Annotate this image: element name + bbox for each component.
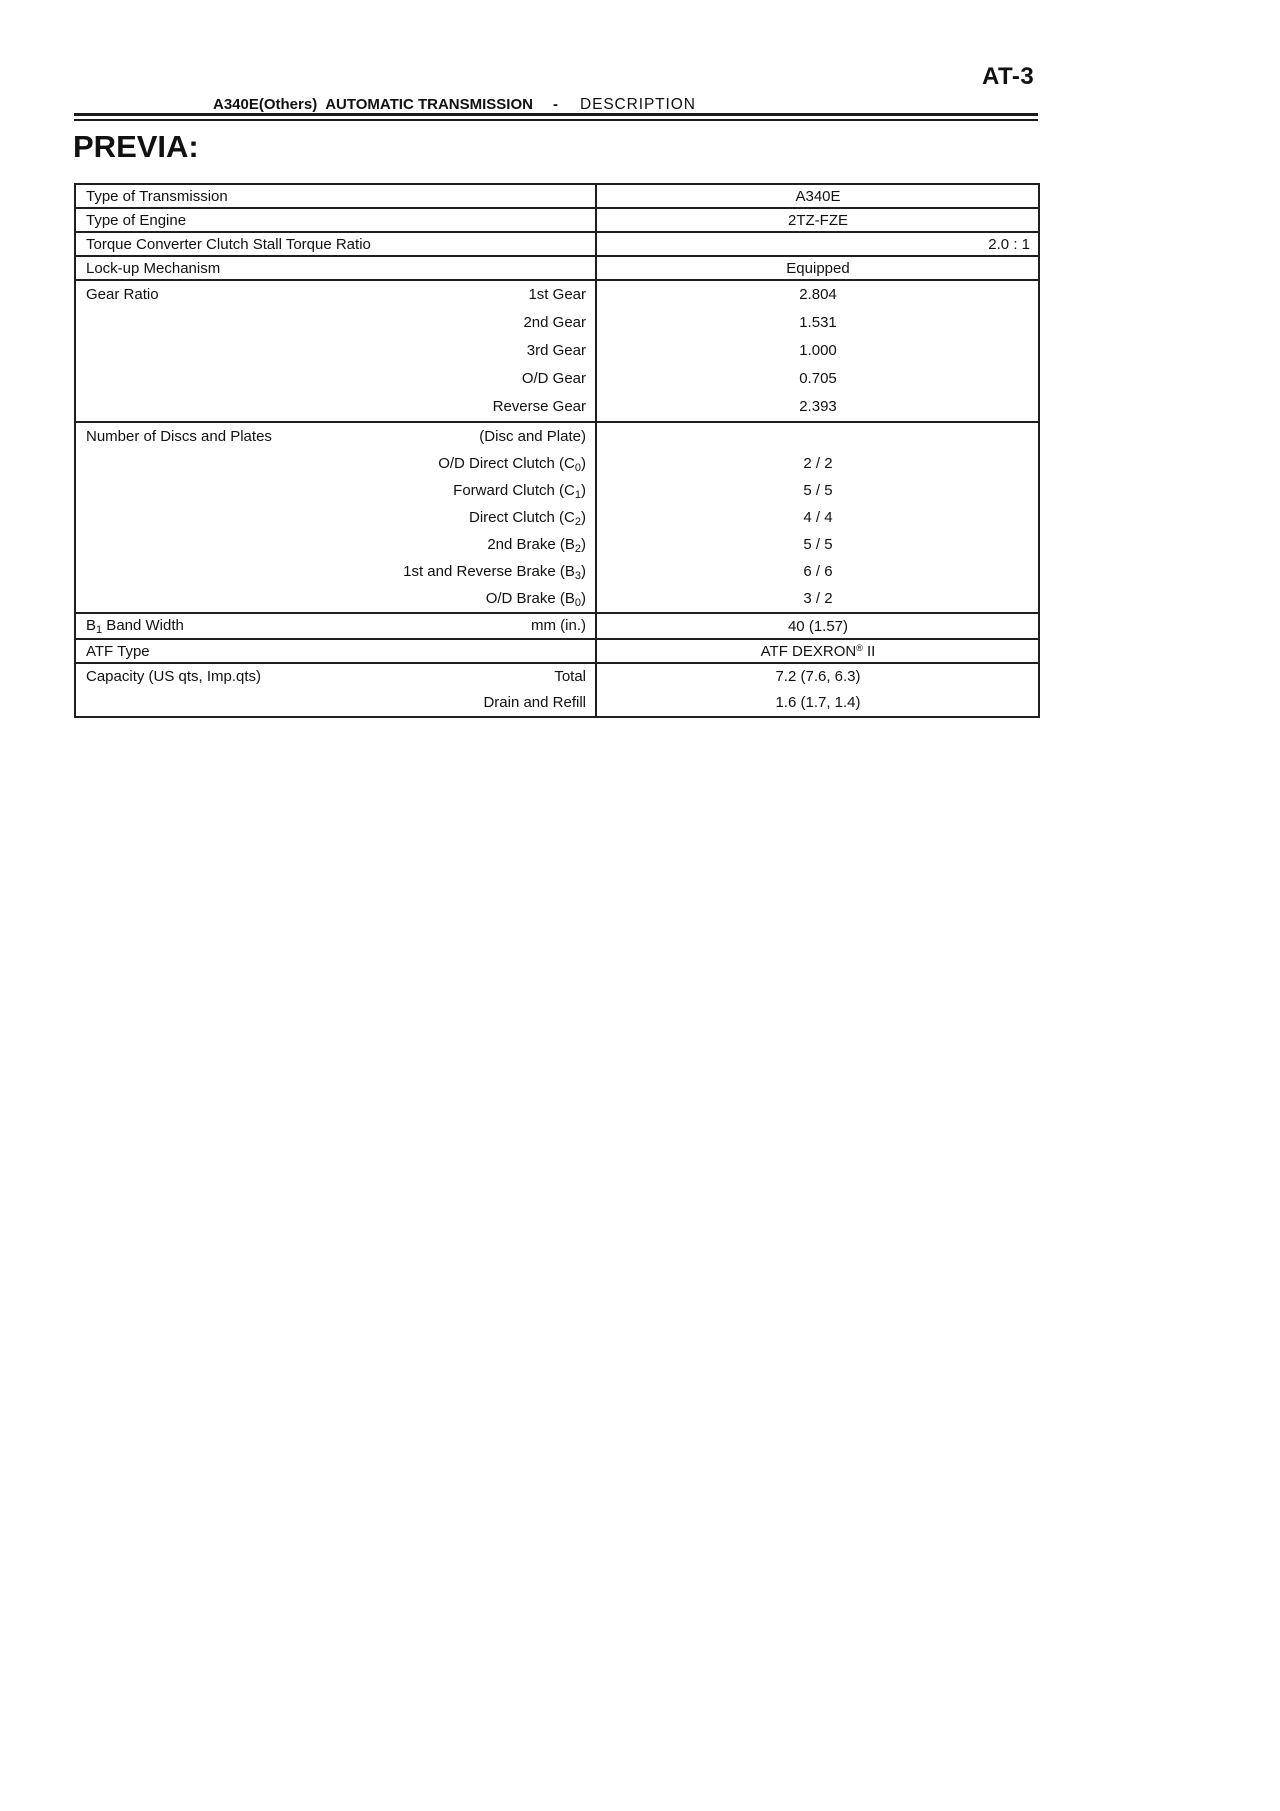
row-value: 2.804 — [799, 286, 837, 303]
page-title: PREVIA: — [73, 129, 199, 164]
row-label: Type of Engine — [75, 208, 596, 232]
header-section: AUTOMATIC TRANSMISSION — [325, 96, 533, 113]
row-value: 2.393 — [799, 398, 837, 415]
row-value: 0.705 — [799, 370, 837, 387]
subscript: 2 — [574, 516, 581, 528]
row-label: Type of Transmission — [75, 184, 596, 208]
row-label: ATF Type — [75, 639, 596, 663]
sub-label: 3rd Gear — [526, 342, 586, 359]
table-row-discs-plates — [75, 422, 1039, 613]
header-separator: - — [552, 96, 558, 113]
row-value: 4 / 4 — [803, 509, 833, 526]
table-row-capacity — [75, 663, 1039, 717]
sub-label: Total — [554, 668, 586, 685]
running-header — [213, 96, 696, 114]
table-row-lockup — [75, 256, 1039, 280]
row-value: 1.6 (1.7, 1.4) — [775, 694, 861, 711]
row-value: 2.0 : 1 — [596, 232, 1039, 256]
row-label: Gear Ratio — [86, 286, 159, 303]
page-number: AT-3 — [982, 63, 1035, 90]
sub-label: O/D Gear — [521, 370, 586, 387]
gear-ratio-values — [596, 280, 1039, 422]
sub-label: Reverse Gear — [492, 398, 586, 415]
row-label: Number of Discs and Plates — [86, 428, 272, 445]
table-row-engine — [75, 208, 1039, 232]
row-value: 2TZ-FZE — [596, 208, 1039, 232]
row-label: Lock-up Mechanism — [75, 256, 596, 280]
subscript: 0 — [574, 462, 581, 474]
spec-table — [74, 183, 1040, 718]
row-label: Capacity (US qts, Imp.qts) — [86, 668, 262, 685]
sub-label: 2nd Gear — [523, 314, 586, 331]
row-value: 7.2 (7.6, 6.3) — [775, 668, 861, 685]
gear-ratio-labels — [75, 280, 596, 422]
row-value: 5 / 5 — [803, 482, 833, 499]
discs-plates-labels — [75, 422, 596, 613]
row-value: 6 / 6 — [803, 563, 833, 580]
sub-label: O/D Direct Clutch $(C_0)$ — [438, 455, 586, 474]
row-value: 40 (1.57) — [596, 613, 1039, 639]
row-label: Torque Converter Clutch Stall Torque Ratio — [75, 232, 596, 256]
sub-label: 2nd Brake $(B_2)$ — [487, 536, 586, 555]
capacity-values — [596, 663, 1039, 717]
sub-label: Direct Clutch $(C_2)$ — [469, 509, 586, 528]
sub-label: O/D Brake $(B_0)$ — [485, 590, 586, 609]
table-row-band-width — [75, 613, 1039, 639]
row-value: ATF DEXRON® II — [596, 639, 1039, 663]
capacity-labels — [75, 663, 596, 717]
sub-label: 1st Gear — [528, 286, 586, 303]
row-value: 2 / 2 — [803, 455, 833, 472]
table-row-stall-torque-ratio — [75, 232, 1039, 256]
row-value: 1.000 — [799, 342, 837, 359]
discs-plates-line — [86, 423, 586, 450]
subscript: 3 — [574, 570, 581, 582]
gear-ratio-line — [86, 281, 586, 309]
subscript: 2 — [574, 543, 581, 555]
sub-label: Forward Clutch $(C_1)$ — [453, 482, 586, 501]
table-row-gear-ratio — [75, 280, 1039, 422]
registered-mark: ® — [856, 642, 863, 653]
header-subsection: DESCRIPTION — [579, 96, 696, 113]
band-width-label — [75, 613, 596, 639]
row-value: 5 / 5 — [803, 536, 833, 553]
subscript: 1 — [96, 623, 103, 636]
row-value: A340E — [596, 184, 1039, 208]
row-label: $B_1$ Band Width — [86, 616, 184, 636]
sub-label: Drain and Refill — [483, 694, 586, 711]
discs-plates-values — [596, 422, 1039, 613]
table-row-atf-type — [75, 639, 1039, 663]
row-value: 3 / 2 — [803, 590, 833, 607]
subscript: 0 — [574, 597, 581, 609]
sub-label: (Disc and Plate) — [479, 428, 586, 445]
row-value: Equipped — [596, 256, 1039, 280]
table-row-transmission — [75, 184, 1039, 208]
header-model: A340E(Others) — [213, 96, 318, 113]
header-rule — [74, 113, 1038, 121]
unit-label: mm (in.) — [531, 616, 586, 634]
capacity-line — [86, 664, 586, 690]
row-value — [607, 423, 1029, 450]
row-value: 1.531 — [799, 314, 837, 331]
sub-label: 1st and Reverse Brake $(B_3)$ — [403, 563, 586, 582]
subscript: 1 — [574, 489, 581, 501]
